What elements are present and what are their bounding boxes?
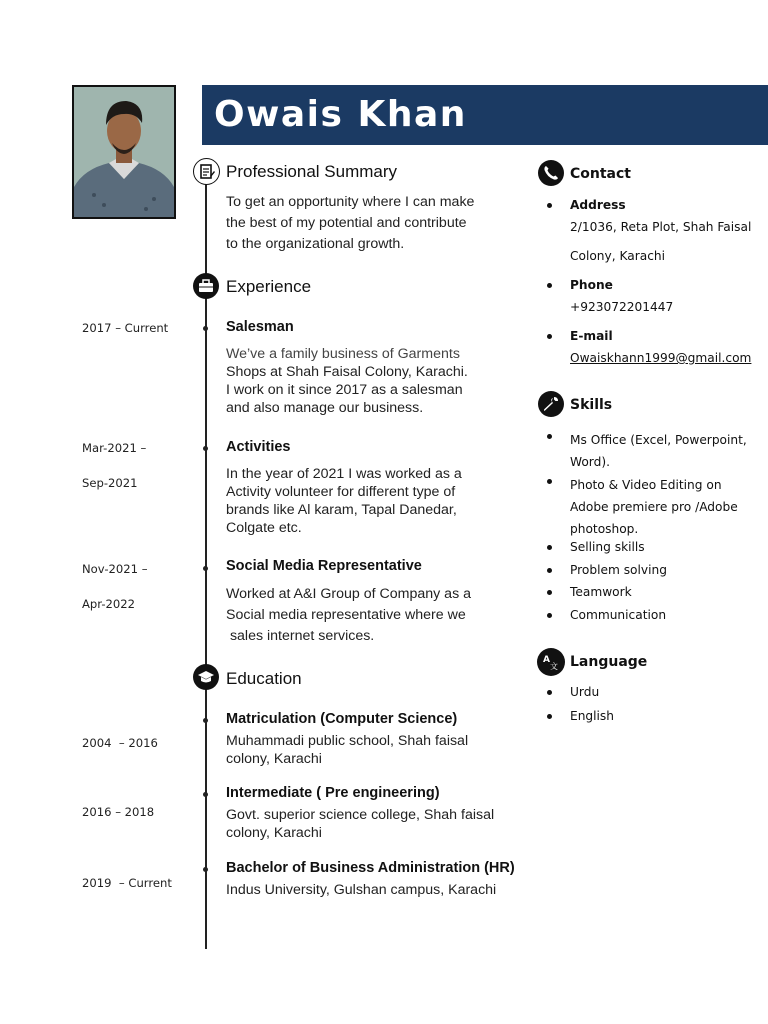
phone-icon: [538, 160, 564, 186]
experience-date: Mar-2021 –: [82, 441, 147, 455]
job-title: Activities: [226, 439, 291, 455]
bullet: [547, 545, 552, 550]
language-item: Urdu: [570, 685, 600, 699]
job-title: Social Media Representative: [226, 558, 422, 574]
job-description-line: Activity volunteer for different type of: [226, 484, 456, 500]
job-description-line: and also manage our business.: [226, 400, 424, 416]
contact-title: Contact: [570, 166, 631, 182]
bullet: [547, 714, 552, 719]
translate-icon: [537, 648, 565, 676]
job-description: [226, 465, 462, 537]
skill-item: Communication: [570, 608, 667, 622]
svg-text:A: A: [543, 655, 550, 665]
skill-item: [570, 429, 747, 473]
skill-line: Photo & Video Editing on: [570, 478, 722, 492]
bullet: [547, 568, 552, 573]
degree-title: Matriculation (Computer Science): [226, 711, 458, 727]
education-date: 2019 – Current: [82, 876, 172, 890]
email-link[interactable]: Owaiskhann1999@gmail.com: [570, 351, 752, 365]
graduation-cap-icon: [193, 664, 219, 690]
bullet: [547, 613, 552, 618]
email-label: E-mail: [570, 329, 613, 343]
address-line: Colony, Karachi: [570, 249, 666, 263]
education-date: 2016 – 2018: [82, 805, 155, 819]
skills-title: Skills: [570, 397, 613, 413]
job-description-line: Worked at A&I Group of Company as a: [226, 586, 471, 602]
institution-line: Muhammadi public school, Shah faisal: [226, 733, 469, 749]
document-icon: [193, 158, 220, 185]
experience-date: Sep-2021: [82, 476, 138, 490]
education-date: 2004 – 2016: [82, 736, 158, 750]
experience-title: Experience: [226, 277, 312, 296]
language-item: English: [570, 709, 615, 723]
job-description: [226, 345, 468, 417]
education-title: Education: [226, 669, 302, 688]
summary-line: To get an opportunity where I can make: [226, 194, 475, 210]
experience-date: 2017 – Current: [82, 321, 169, 335]
svg-text:文: 文: [550, 662, 558, 671]
degree-title: Intermediate ( Pre engineering): [226, 785, 440, 801]
institution-line: colony, Karachi: [226, 751, 322, 767]
institution: [226, 881, 496, 899]
summary-text: [226, 192, 474, 255]
institution: [226, 732, 468, 768]
skill-line: Ms Office (Excel, Powerpoint,: [570, 433, 747, 447]
wrench-icon: [538, 391, 564, 417]
job-description-line: In the year of 2021 I was worked as a: [226, 466, 462, 482]
timeline-dot: [203, 446, 208, 451]
summary-line: to the organizational growth.: [226, 236, 405, 252]
job-title: Salesman: [226, 319, 294, 335]
skill-item: [570, 474, 738, 540]
name-banner: [202, 85, 768, 145]
bullet: [547, 203, 552, 208]
institution-line: Indus University, Gulshan campus, Karachi: [226, 882, 497, 898]
bullet: [547, 334, 552, 339]
skill-line: photoshop.: [570, 522, 639, 536]
job-description-line: Shops at Shah Faisal Colony, Karachi.: [226, 364, 468, 380]
bullet: [547, 434, 552, 439]
phone-number[interactable]: +923072201447: [570, 300, 674, 314]
bullet: [547, 283, 552, 288]
job-description-line: brands like Al karam, Tapal Danedar,: [226, 502, 457, 518]
bullet: [547, 479, 552, 484]
job-description: [226, 584, 471, 647]
job-description-line: We’ve a family business of Garments: [226, 346, 460, 362]
profile-photo: [72, 85, 176, 219]
skill-item: Problem solving: [570, 563, 667, 577]
phone-label: Phone: [570, 278, 613, 292]
skill-line: Adobe premiere pro /Adobe: [570, 500, 738, 514]
timeline-dot: [203, 566, 208, 571]
address-line: 2/1036, Reta Plot, Shah Faisal: [570, 220, 752, 234]
summary-title: Professional Summary: [226, 162, 398, 181]
timeline-dot: [203, 867, 208, 872]
timeline-dot: [203, 792, 208, 797]
degree-title: Bachelor of Business Administration (HR): [226, 860, 515, 876]
job-description-line: sales internet services.: [226, 628, 375, 644]
bullet: [547, 590, 552, 595]
timeline-dot: [203, 718, 208, 723]
experience-date: Nov-2021 –: [82, 562, 148, 576]
institution-line: Govt. superior science college, Shah faisal: [226, 807, 495, 823]
skill-line: Word).: [570, 455, 610, 469]
job-description-line: Social media representative where we: [226, 607, 466, 623]
job-description-line: I work on it since 2017 as a salesman: [226, 382, 463, 398]
job-description-line: Colgate etc.: [226, 520, 302, 536]
briefcase-icon: [193, 273, 219, 299]
experience-date: Apr-2022: [82, 597, 136, 611]
language-title: Language: [570, 654, 648, 670]
timeline-dot: [203, 326, 208, 331]
bullet: [547, 690, 552, 695]
skill-item: Teamwork: [570, 585, 632, 599]
candidate-name: Owais Khan: [214, 94, 467, 135]
institution-line: colony, Karachi: [226, 825, 322, 841]
summary-line: the best of my potential and contribute: [226, 215, 467, 231]
institution: [226, 806, 494, 842]
skill-item: Selling skills: [570, 540, 645, 554]
address-label: Address: [570, 198, 626, 212]
